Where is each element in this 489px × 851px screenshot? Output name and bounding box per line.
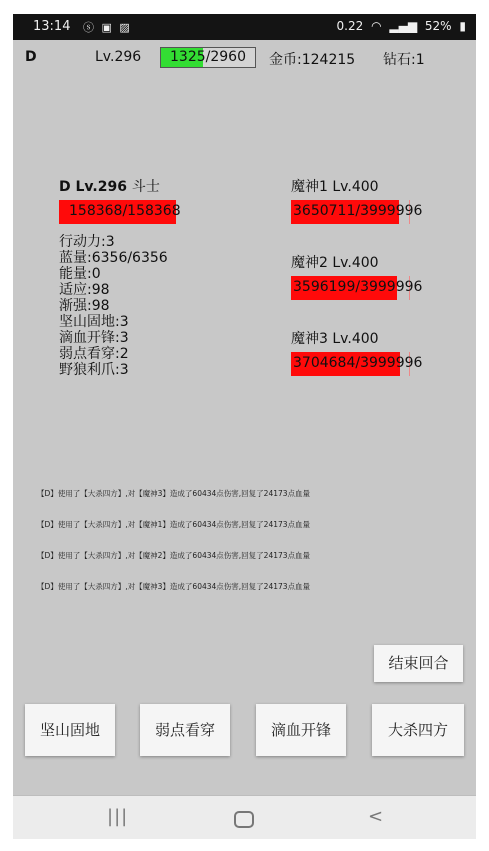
stat-crescendo: 渐强:98 — [59, 298, 110, 314]
battery-percent: 52% — [424, 19, 452, 33]
battle-log-line-1: 【D】使用了【大杀四方】,对【魔神3】造成了60434点伤害,回复了24173点血量 — [37, 489, 311, 498]
enemy-2-title — [291, 252, 451, 272]
stat-energy: 能量:0 — [59, 266, 101, 282]
player-name: D — [59, 179, 71, 195]
phone-screen — [13, 14, 476, 839]
enemy-1-level: Lv.400 — [332, 179, 379, 195]
enemy-3-name: 魔神3 — [291, 331, 328, 347]
enemy-2-hp-text: 3596199/3999996 — [293, 279, 423, 295]
enemy-1-hp-bar — [291, 200, 423, 224]
player-hp-bar — [59, 200, 181, 224]
player-panel — [59, 176, 259, 224]
skill-button-weakness-sight[interactable]: 弱点看穿 — [140, 704, 230, 756]
xp-bar — [160, 47, 256, 68]
battle-log-line-2: 【D】使用了【大杀四方】,对【魔神1】造成了60434点伤害,回复了24173点血量 — [37, 520, 311, 529]
recent-apps-icon[interactable]: ||| — [107, 806, 129, 827]
player-level: Lv.296 — [75, 179, 127, 195]
skill-button-blood-edge[interactable]: 滴血开锋 — [256, 704, 346, 756]
enemy-3-hp-text: 3704684/3999996 — [293, 355, 423, 371]
signal-icon: ▂▄▆ — [389, 19, 418, 33]
enemy-1-hp-text: 3650711/3999996 — [293, 203, 423, 219]
stat-skill-2: 滴血开锋:3 — [59, 330, 129, 346]
top-bar — [13, 44, 476, 70]
status-time: 13:14 — [33, 19, 71, 34]
enemy-1-name: 魔神1 — [291, 179, 328, 195]
enemy-2-hp-bar — [291, 276, 423, 300]
enemy-3-hp-bar — [291, 352, 423, 376]
top-player-level: Lv.296 — [95, 49, 142, 65]
xp-text: 1325/2960 — [170, 49, 246, 65]
stat-action-points: 行动力:3 — [59, 234, 115, 250]
top-player-name: D — [25, 49, 37, 65]
enemy-2-name: 魔神2 — [291, 255, 328, 271]
net-speed: 0.22 — [336, 19, 364, 33]
home-icon[interactable] — [234, 811, 254, 828]
enemy-3-level: Lv.400 — [332, 331, 379, 347]
player-hp-text: 158368/158368 — [69, 203, 181, 219]
stat-skill-4: 野狼利爪:3 — [59, 362, 129, 378]
battle-log-line-3: 【D】使用了【大杀四方】,对【魔神2】造成了60434点伤害,回复了24173点血量 — [37, 551, 311, 560]
battle-log-line-4: 【D】使用了【大杀四方】,对【魔神3】造成了60434点伤害,回复了24173点血量 — [37, 582, 311, 591]
player-title — [59, 176, 259, 196]
enemy-2-panel[interactable] — [291, 252, 451, 300]
battery-icon: ▮ — [459, 19, 466, 33]
enemy-1-panel[interactable] — [291, 176, 451, 224]
navigation-bar — [13, 795, 476, 839]
wifi-icon: ◠ — [371, 19, 382, 33]
stat-mana: 蓝量:6356/6356 — [59, 250, 168, 266]
gold-count: 金币:124215 — [269, 52, 356, 68]
stat-skill-3: 弱点看穿:2 — [59, 346, 129, 362]
player-stats — [59, 234, 168, 378]
notification-icons: ⓢ ▣ ▨ — [83, 21, 132, 34]
back-icon[interactable]: < — [368, 806, 384, 827]
skill-button-slaughter-all[interactable]: 大杀四方 — [372, 704, 464, 756]
enemy-1-title — [291, 176, 451, 196]
status-right — [333, 19, 466, 33]
enemy-3-title — [291, 328, 451, 348]
player-class: 斗士 — [131, 179, 160, 195]
status-bar — [13, 14, 476, 40]
skill-button-mountain-stance[interactable]: 坚山固地 — [25, 704, 115, 756]
enemy-2-level: Lv.400 — [332, 255, 379, 271]
stat-adapt: 适应:98 — [59, 282, 110, 298]
end-turn-button[interactable]: 结束回合 — [374, 645, 463, 682]
diamond-count: 钻石:1 — [383, 52, 425, 68]
enemy-3-panel[interactable] — [291, 328, 451, 376]
stat-skill-1: 坚山固地:3 — [59, 314, 129, 330]
